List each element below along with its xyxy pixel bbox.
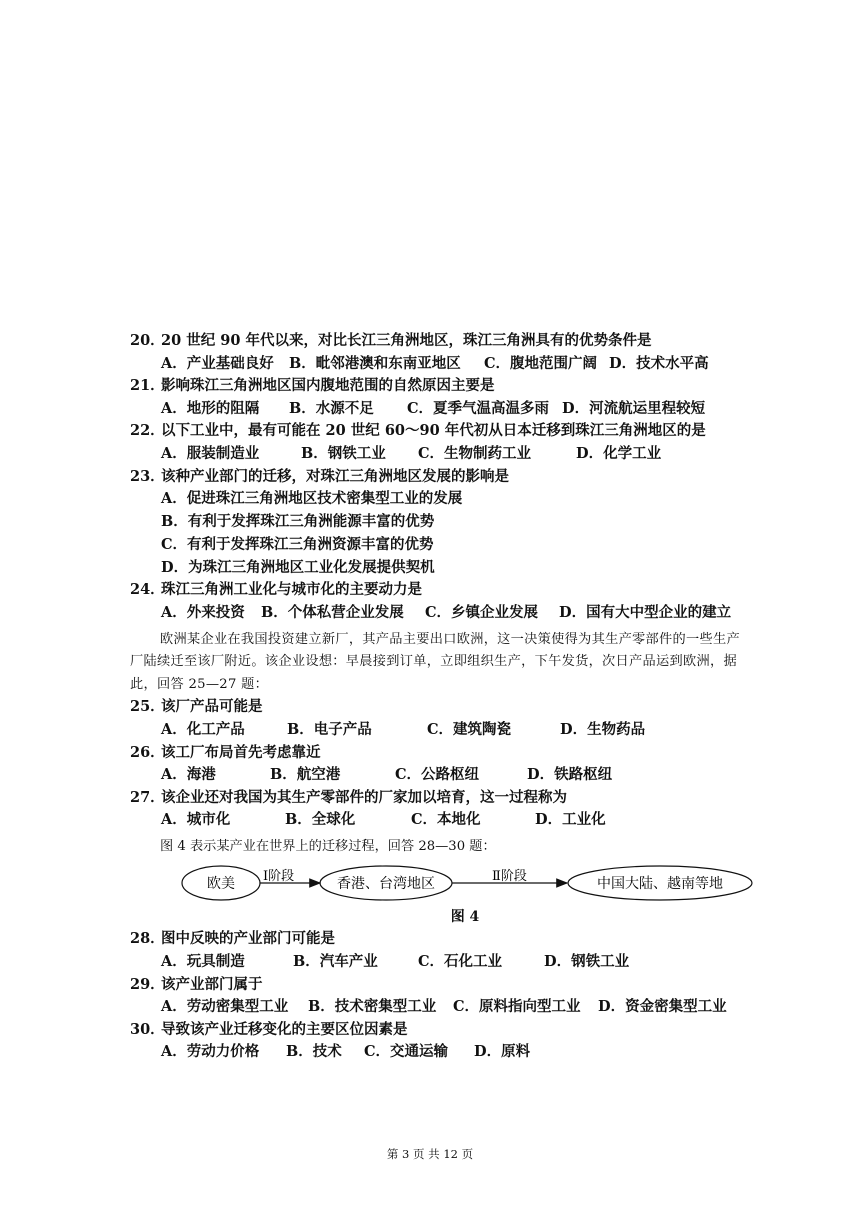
option-a[interactable]: A．海港 (161, 766, 216, 784)
question-text: 图中反映的产业部门可能是 (161, 930, 335, 948)
option-a[interactable]: A．劳动密集型工业 (161, 998, 289, 1016)
question-text: 以下工业中，最有可能在 20 世纪 60～90 年代初从日本迁移到珠江三角洲地区的是 (161, 422, 706, 440)
option-d[interactable]: D．河流航运里程较短 (562, 399, 706, 417)
question-text: 导致该产业迁移变化的主要区位因素是 (161, 1020, 408, 1038)
option-a[interactable]: A．劳动力价格 (161, 1043, 260, 1061)
option-b[interactable]: B．航空港 (270, 766, 341, 784)
option-c[interactable]: C．夏季气温高温多雨 (407, 399, 550, 417)
option-d[interactable]: D．化学工业 (576, 444, 662, 462)
options-26 (130, 764, 740, 787)
stage-1-label: Ⅰ阶段 (263, 869, 295, 885)
option-a[interactable]: A．外来投资 (161, 603, 245, 621)
option-a[interactable]: A．城市化 (161, 811, 231, 829)
option-b[interactable]: B．技术 (286, 1043, 342, 1061)
option-d[interactable]: D．国有大中型企业的建立 (559, 603, 732, 621)
migration-flow-svg (130, 862, 760, 906)
option-c[interactable]: C．生物制药工业 (418, 444, 532, 462)
option-c[interactable]: C．乡镇企业发展 (425, 603, 539, 621)
option-d[interactable]: D．生物药品 (560, 720, 646, 738)
option-b[interactable]: B．毗邻港澳和东南亚地区 (289, 354, 461, 372)
option-b[interactable]: B．水源不足 (289, 399, 374, 417)
question-29: 29．该产业部门属于 (130, 975, 263, 993)
option-b[interactable]: B．个体私营企业发展 (261, 603, 404, 621)
option-c[interactable]: C．建筑陶瓷 (427, 720, 512, 738)
option-d[interactable]: D．资金密集型工业 (598, 998, 727, 1016)
page-footer: 第 3 页 共 12 页 (386, 1147, 474, 1161)
option-d[interactable]: D．钢铁工业 (544, 953, 630, 971)
option-c[interactable]: C．有利于发挥珠江三角洲资源丰富的优势 (161, 535, 434, 553)
option-b[interactable]: B．有利于发挥珠江三角洲能源丰富的优势 (161, 512, 435, 530)
question-23: 23．该种产业部门的迁移，对珠江三角洲地区发展的影响是 (130, 467, 509, 485)
options-29 (130, 996, 740, 1019)
option-a[interactable]: A．玩具制造 (161, 953, 245, 971)
option-b[interactable]: B．钢铁工业 (301, 444, 386, 462)
question-28: 28．图中反映的产业部门可能是 (130, 930, 335, 948)
question-30: 30．导致该产业迁移变化的主要区位因素是 (130, 1020, 408, 1038)
option-b[interactable]: B．全球化 (285, 811, 356, 829)
option-d[interactable]: D．原料 (474, 1043, 531, 1061)
option-c[interactable]: C．原料指向型工业 (453, 998, 581, 1016)
option-c[interactable]: C．本地化 (411, 811, 481, 829)
question-text: 影响珠江三角洲地区国内腹地范围的自然原因主要是 (161, 377, 495, 395)
question-25: 25．该厂产品可能是 (130, 698, 263, 716)
question-20: 20．20 世纪 90 年代以来，对比长江三角洲地区，珠江三角洲具有的优势条件是 (130, 332, 652, 349)
option-c[interactable]: C．交通运输 (364, 1043, 449, 1061)
options-28 (130, 951, 740, 974)
option-c[interactable]: C．腹地范围广阔 (484, 354, 598, 372)
options-27 (130, 809, 740, 832)
question-text: 20 世纪 90 年代以来，对比长江三角洲地区，珠江三角洲具有的优势条件是 (161, 332, 652, 349)
question-text: 珠江三角洲工业化与城市化的主要动力是 (161, 581, 422, 599)
question-21: 21．影响珠江三角洲地区国内腹地范围的自然原因主要是 (130, 377, 495, 395)
option-b[interactable]: B．技术密集型工业 (308, 998, 437, 1016)
node-3-label: 中国大陆、越南等地 (597, 876, 723, 893)
option-a[interactable]: A．产业基础良好 (161, 354, 274, 372)
options-30 (130, 1041, 740, 1064)
option-a[interactable]: A．服装制造业 (161, 444, 260, 462)
option-a[interactable]: A．化工产品 (161, 720, 245, 738)
node-1-label: 欧美 (207, 876, 235, 893)
option-a[interactable]: A．地形的阻隔 (161, 399, 260, 417)
question-text: 该种产业部门的迁移，对珠江三角洲地区发展的影响是 (161, 467, 509, 485)
question-26: 26．该工厂布局首先考虑靠近 (130, 743, 321, 761)
question-24: 24．珠江三角洲工业化与城市化的主要动力是 (130, 581, 422, 599)
figure-4-diagram (130, 862, 740, 906)
question-text: 该企业还对我国为其生产零部件的厂家加以培育，这一过程称为 (161, 788, 567, 806)
option-b[interactable]: B．电子产品 (287, 720, 372, 738)
option-d[interactable]: D．技术水平高 (609, 354, 709, 372)
passage-25-27: 欧洲某企业在我国投资建立新厂，其产品主要出口欧洲，这一决策使得为其生产零部件的一些生产厂陆续迁至该厂附近。该企业设想：早晨接到订单，立即组织生产，下午发货，次日产品运到欧洲，据此，回答 25—27 题： (130, 631, 740, 692)
passage-28-30: 图 4 表示某产业在世界上的迁移过程，回答 28—30 题： (160, 838, 496, 854)
options-21 (130, 398, 740, 421)
question-page (130, 330, 740, 1064)
option-c[interactable]: C．公路枢纽 (395, 766, 480, 784)
options-24 (130, 602, 740, 625)
node-2-label: 香港、台湾地区 (337, 876, 435, 893)
question-text: 该产业部门属于 (161, 975, 263, 993)
question-text: 该厂产品可能是 (161, 698, 263, 716)
option-b[interactable]: B．汽车产业 (293, 953, 378, 971)
question-27: 27．该企业还对我国为其生产零部件的厂家加以培育，这一过程称为 (130, 788, 567, 806)
question-22: 22．以下工业中，最有可能在 20 世纪 60～90 年代初从日本迁移到珠江三角洲地区的是 (130, 422, 706, 440)
option-d[interactable]: D．工业化 (535, 811, 606, 829)
question-text: 该工厂布局首先考虑靠近 (161, 743, 321, 761)
options-25 (130, 719, 740, 742)
option-a[interactable]: A．促进珠江三角洲地区技术密集型工业的发展 (161, 490, 463, 508)
options-22 (130, 443, 740, 466)
stage-2-label: Ⅱ阶段 (492, 869, 527, 885)
options-20 (130, 353, 740, 376)
option-c[interactable]: C．石化工业 (418, 953, 503, 971)
option-d[interactable]: D．铁路枢纽 (527, 766, 613, 784)
figure-caption: 图 4 (450, 909, 480, 926)
option-d[interactable]: D．为珠江三角洲地区工业化发展提供契机 (161, 558, 435, 576)
